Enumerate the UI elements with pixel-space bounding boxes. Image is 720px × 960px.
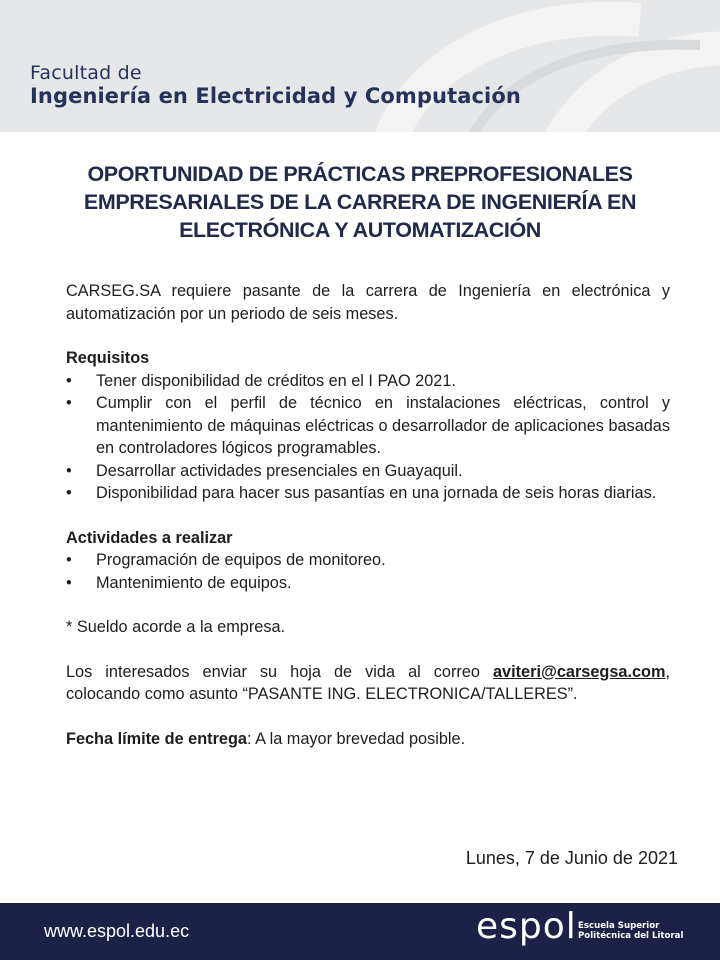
title-line-1: OPORTUNIDAD DE PRÁCTICAS PREPROFESIONALES (87, 162, 633, 186)
contact-paragraph: Los interesados enviar su hoja de vida al correo aviteri@carsegsa.com, colocando como asunto “PASANTE ING. ELECTRONICA/TALLERES”. (66, 662, 670, 703)
bullet-icon: • (66, 394, 72, 412)
title-line-2: EMPRESARIALES DE LA CARRERA DE INGENIERÍA EN (83, 190, 637, 214)
requirements-heading: Requisitos (66, 349, 150, 367)
bullet-icon: • (66, 484, 72, 502)
deadline-label: Fecha límite de entrega (66, 729, 247, 748)
bullet-icon: • (66, 461, 72, 480)
bullet-icon: • (66, 551, 72, 569)
deadline-value: : A la mayor brevedad posible. (246, 729, 466, 748)
bullet-icon: • (66, 573, 72, 592)
header-banner (0, 0, 720, 132)
intro-paragraph: CARSEG.SA requiere pasante de la carrera de Ingeniería en electrónica y automatización por un periodo de seis meses. (66, 282, 670, 323)
announcement-body (66, 280, 670, 750)
list-item: • Mantenimiento de equipos. (66, 572, 670, 595)
logo-subtitle: Escuela Superior Politécnica del Litoral (578, 921, 684, 941)
list-item: • Cumplir con el perfil de técnico en instalaciones eléctricas, control y mantenimiento de máquinas eléctricas o desarrollador de aplicaciones basadas en controladores lógicos programables. (66, 394, 670, 457)
faculty-line2: Ingeniería en Electricidad y Computación (30, 84, 521, 108)
asterisk-icon: * (66, 618, 73, 636)
footer-bar (0, 903, 720, 960)
activities-list (66, 549, 670, 594)
list-item: • Disponibilidad para hacer sus pasantías en una jornada de seis horas diarias. (66, 482, 670, 505)
espol-logo (476, 906, 686, 951)
list-item: • Desarrollar actividades presenciales en Guayaquil. (66, 460, 670, 483)
salary-note: * Sueldo acorde a la empresa. (66, 618, 286, 636)
activities-heading: Actividades a realizar (66, 528, 233, 547)
logo-wordmark: espol (476, 906, 577, 947)
list-item: • Tener disponibilidad de créditos en el I PAO 2021. (66, 370, 670, 393)
faculty-line1: Facultad de (30, 62, 142, 84)
deadline-paragraph (66, 728, 670, 751)
page-title (40, 160, 680, 244)
website-link[interactable]: www.espol.edu.ec (44, 921, 190, 941)
requirements-list (66, 370, 670, 505)
publication-date: Lunes, 7 de Junio de 2021 (465, 848, 678, 868)
list-item: • Programación de equipos de monitoreo. (66, 549, 670, 572)
title-line-3: ELECTRÓNICA Y AUTOMATIZACIÓN (179, 218, 541, 242)
email-link[interactable]: aviteri@carsegsa.com (493, 662, 666, 681)
bullet-icon: • (66, 371, 72, 390)
